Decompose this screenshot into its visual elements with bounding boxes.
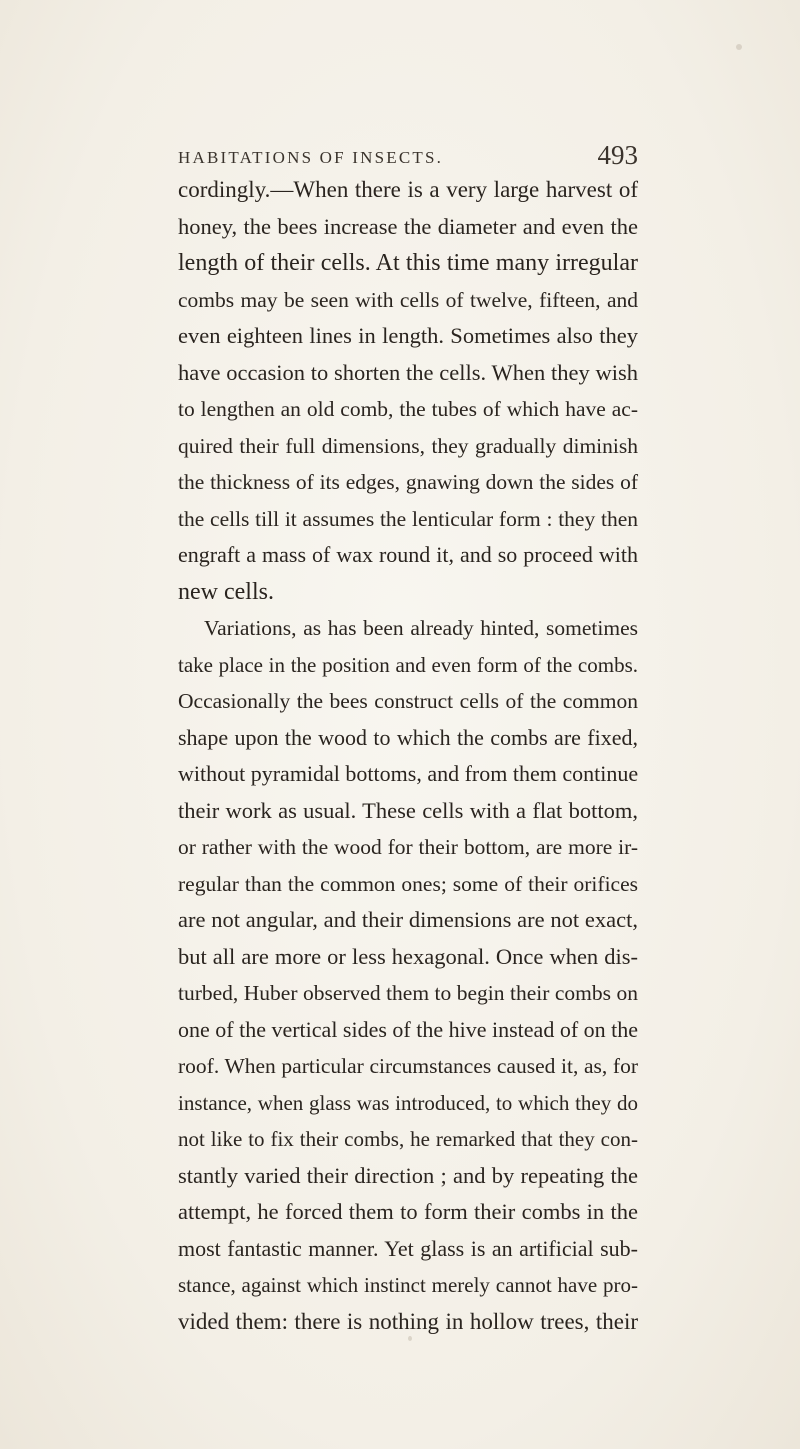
- text-line: shape upon the wood to which the combs are fixed,: [178, 724, 638, 750]
- text-line: their work as usual. These cells with a flat bottom,: [178, 797, 638, 823]
- text-line: not like to fix their combs, he remarked that they con-: [178, 1127, 638, 1151]
- text-line: regular than the common ones; some of their orifices: [178, 871, 638, 896]
- text-line: or rather with the wood for their bottom, are more ir-: [178, 835, 638, 859]
- body-text: [178, 172, 638, 1340]
- text-line: the thickness of its edges, gnawing down the sides of: [178, 470, 638, 494]
- text-line: stance, against which instinct merely cannot have pro-: [178, 1273, 638, 1297]
- page-number: 493: [597, 140, 638, 170]
- text-line: take place in the position and even form of the combs.: [178, 652, 638, 677]
- text-line: are not angular, and their dimensions are not exact,: [178, 907, 638, 932]
- text-line: one of the vertical sides of the hive instead of on the: [178, 1016, 639, 1042]
- text-line: turbed, Huber observed them to begin their combs on: [178, 981, 638, 1005]
- paper-spot: [736, 44, 742, 50]
- text-line: roof. When particular circumstances caused it, as, for: [178, 1054, 638, 1078]
- text-line: stantly varied their direction ; and by repeating the: [178, 1162, 638, 1188]
- text-line: honey, the bees increase the diameter and even the: [178, 213, 638, 239]
- text-line: but all are more or less hexagonal. Once when dis-: [178, 943, 638, 969]
- text-line: engraft a mass of wax round it, and so proceed with: [178, 542, 638, 567]
- text-line: instance, when glass was introduced, to which they do: [178, 1090, 638, 1115]
- text-line: most fantastic manner. Yet glass is an artificial sub-: [178, 1235, 638, 1261]
- text-line: without pyramidal bottoms, and from them continue: [178, 761, 639, 786]
- text-line: to lengthen an old comb, the tubes of which have ac-: [178, 397, 638, 421]
- text-line: quired their full dimensions, they gradually diminish: [178, 433, 638, 458]
- text-line: vided them: there is nothing in hollow trees, their: [178, 1308, 638, 1334]
- running-title: HABITATIONS OF INSECTS.: [178, 148, 444, 167]
- text-line: the cells till it assumes the lenticular form : they then: [178, 506, 638, 531]
- text-line: have occasion to shorten the cells. When they wish: [178, 359, 638, 385]
- paragraph-start-line: Variations, as has been already hinted, sometimes: [204, 616, 638, 640]
- text-line: attempt, he forced them to form their combs in the: [178, 1199, 638, 1224]
- running-head: [178, 140, 638, 170]
- text-line: combs may be seen with cells of twelve, fifteen, and: [178, 287, 638, 312]
- text-line: length of their cells. At this time many irregular: [178, 250, 638, 276]
- text-line: Occasionally the bees construct cells of the common: [178, 689, 638, 713]
- text-line: cordingly.—When there is a very large harvest of: [178, 177, 638, 202]
- paragraph-end-line: new cells.: [178, 578, 274, 605]
- text-line: even eighteen lines in length. Sometimes also they: [178, 323, 638, 348]
